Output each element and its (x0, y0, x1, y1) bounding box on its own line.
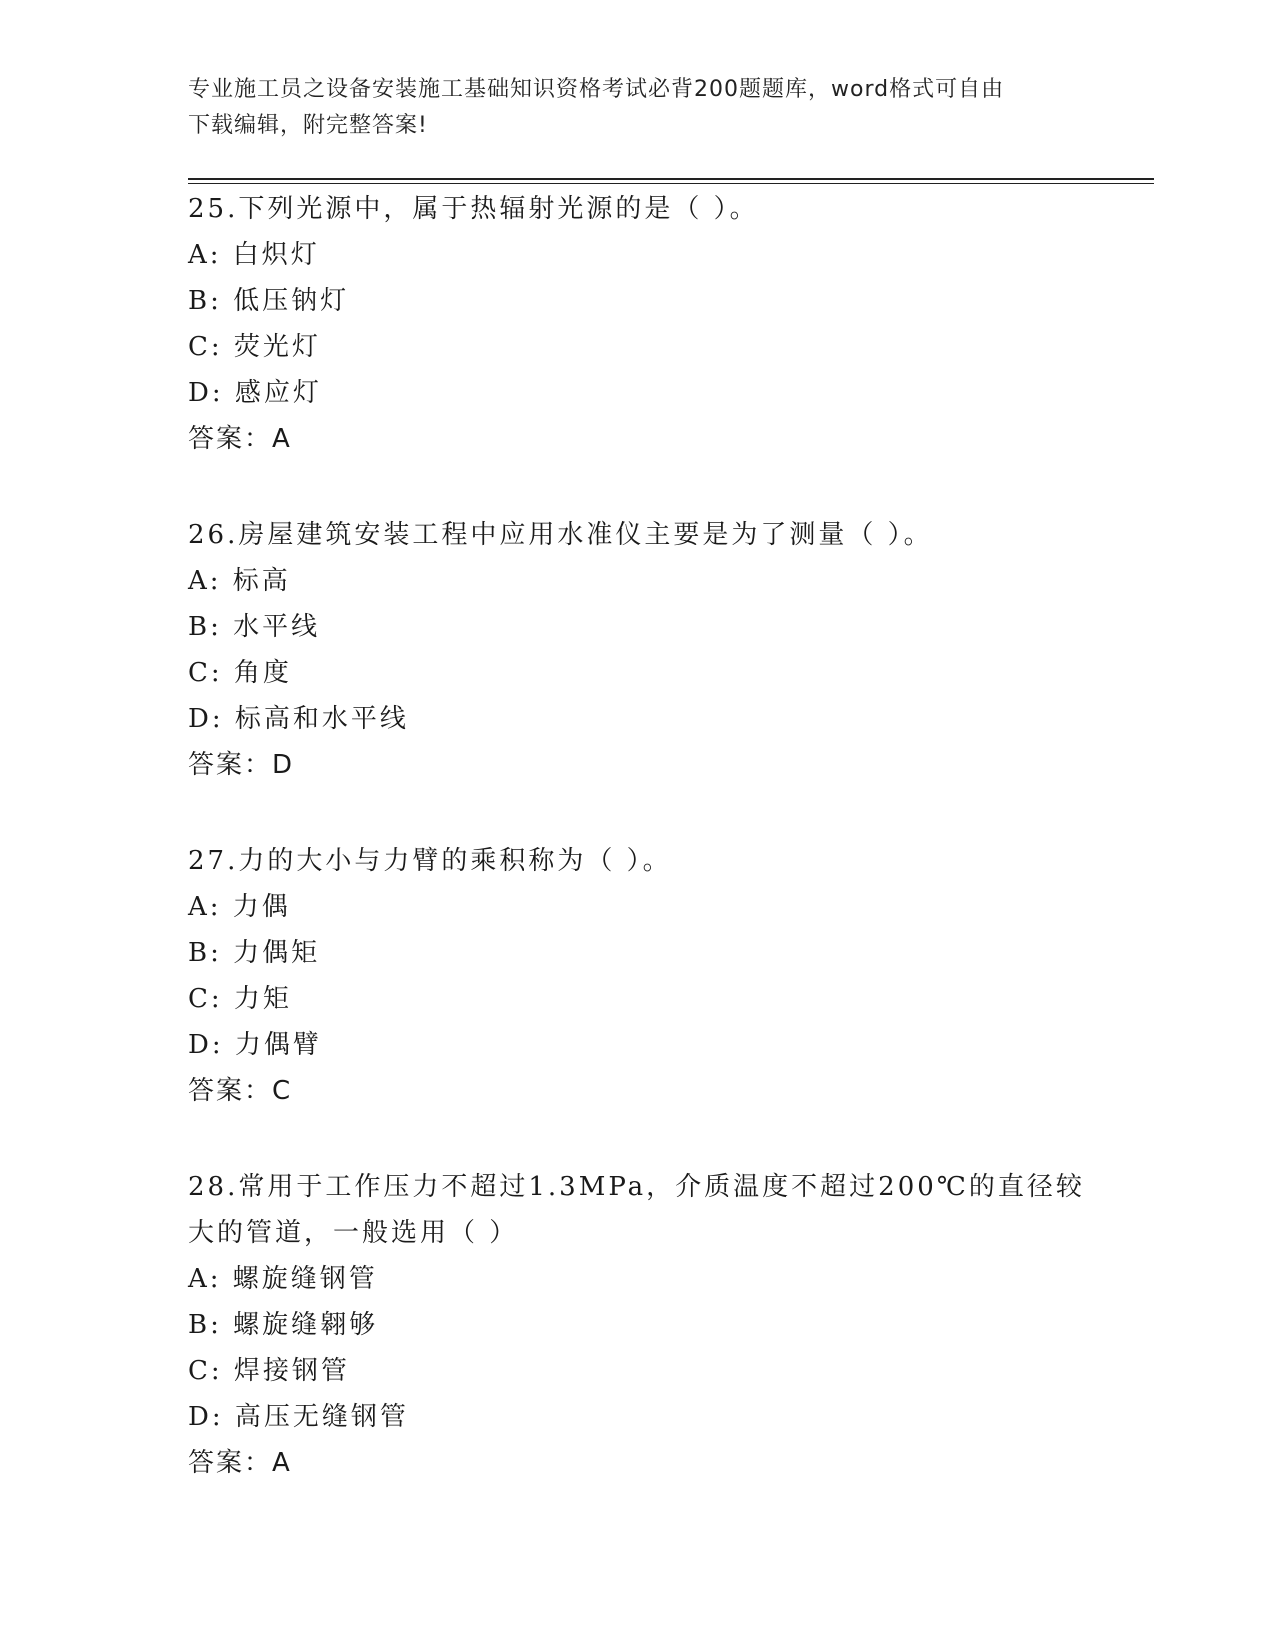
question-stem: 25.下列光源中，属于热辐射光源的是（ ）。 (188, 194, 759, 224)
option-c: C: 焊接钢管 (188, 1356, 350, 1386)
option-c: C: 角度 (188, 658, 292, 688)
option-b: B: 低压钠灯 (188, 286, 350, 316)
header-divider-thin (188, 183, 1154, 184)
answer-line: 答案：D (188, 750, 295, 780)
option-c: C: 荧光灯 (188, 332, 321, 362)
document-header (188, 72, 1088, 144)
option-a: A: 力偶 (188, 892, 291, 922)
question-stem: 28.常用于工作压力不超过1.3MPa，介质温度不超过200℃的直径较大的管道，一般选用（ ） (188, 1172, 1085, 1248)
header-divider-thick (188, 178, 1154, 180)
option-b: B: 螺旋缝翱够 (188, 1310, 379, 1340)
question-list (188, 186, 1088, 1486)
option-b: B: 水平线 (188, 612, 321, 642)
question-26 (188, 512, 1088, 788)
option-a: A: 标高 (188, 566, 291, 596)
answer-line: 答案：C (188, 1076, 293, 1106)
question-27 (188, 838, 1088, 1114)
question-25 (188, 186, 1088, 462)
header-line-1: 专业施工员之设备安装施工基础知识资格考试必背200题题库，word格式可自由 (188, 77, 1005, 102)
question-stem: 26.房屋建筑安装工程中应用水准仪主要是为了测量（ ）。 (188, 520, 933, 550)
question-stem: 27.力的大小与力臂的乘积称为（ ）。 (188, 846, 672, 876)
option-b: B: 力偶矩 (188, 938, 321, 968)
option-d: D: 高压无缝钢管 (188, 1402, 409, 1432)
option-d: D: 力偶臂 (188, 1030, 322, 1060)
option-c: C: 力矩 (188, 984, 292, 1014)
question-28 (188, 1164, 1088, 1486)
option-d: D: 标高和水平线 (188, 704, 409, 734)
option-a: A: 白炽灯 (188, 240, 320, 270)
answer-line: 答案：A (188, 1448, 292, 1478)
header-line-2: 下载编辑，附完整答案! (188, 113, 428, 138)
answer-line: 答案：A (188, 424, 292, 454)
option-a: A: 螺旋缝钢管 (188, 1264, 378, 1294)
option-d: D: 感应灯 (188, 378, 322, 408)
